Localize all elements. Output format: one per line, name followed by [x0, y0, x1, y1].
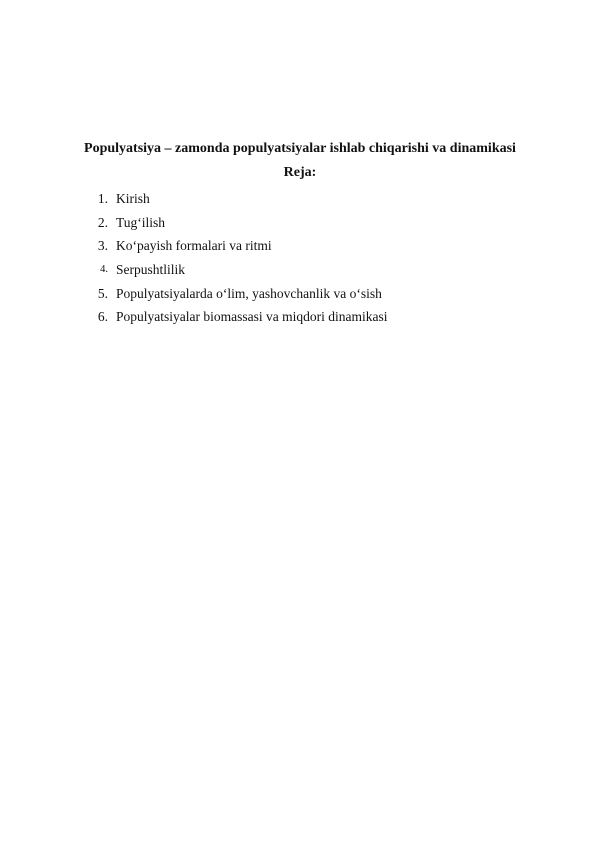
plan-item-number: 1.: [97, 190, 108, 206]
plan-item-text: Serpushtlilik: [116, 261, 186, 277]
plan-item-3: [84, 234, 387, 258]
plan-item-number: 2.: [97, 214, 108, 230]
plan-item-number: 5.: [97, 285, 108, 301]
plan-item-text: Populyatsiyalarda o‘lim, yashovchanlik va o‘sish: [116, 285, 382, 301]
plan-item-5: [84, 282, 387, 306]
plan-item-2: [84, 211, 387, 235]
plan-item-number: 6.: [97, 309, 108, 325]
plan-list: [84, 187, 387, 329]
plan-item-number: 3.: [97, 238, 108, 254]
plan-item-6: [84, 305, 387, 329]
plan-item-4: [84, 258, 387, 282]
plan-item-text: Tug‘ilish: [116, 214, 166, 230]
plan-item-text: Kirish: [116, 190, 150, 206]
plan-item-number: 4.: [100, 264, 108, 276]
document-title: Populyatsiya – zamonda populyatsiyalar ishlab chiqarishi va dinamikasi: [84, 141, 516, 156]
plan-item-text: Populyatsiyalar biomassasi va miqdori dinamikasi: [116, 309, 388, 325]
plan-heading: Reja:: [283, 165, 317, 180]
plan-item-1: [84, 187, 387, 211]
plan-item-text: Ko‘payish formalari va ritmi: [116, 238, 272, 254]
